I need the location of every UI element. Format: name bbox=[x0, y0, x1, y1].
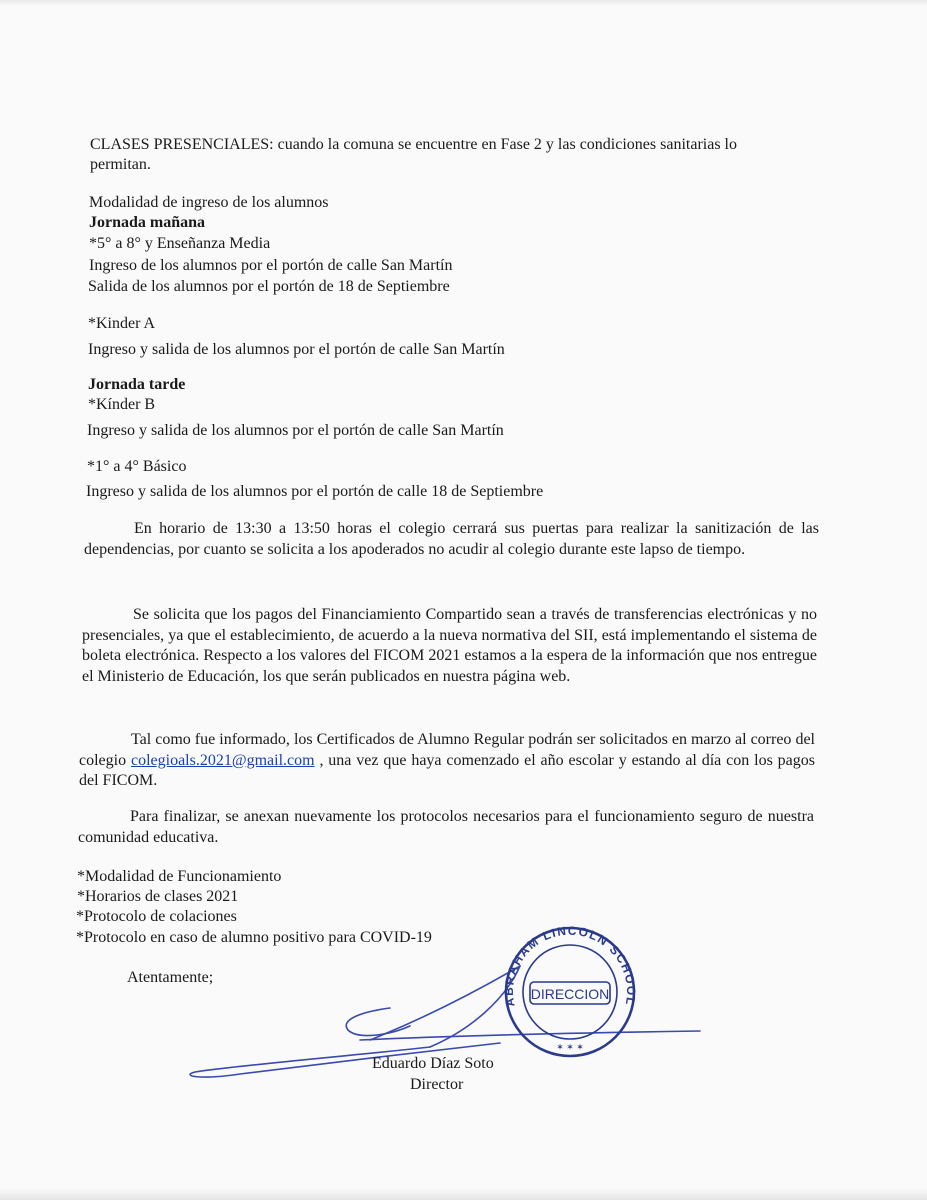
paragraph-payments: Se solicita que los pagos del Financiamiento Compartido sean a través de transferencias electrónicas y no presenciales, ya que el establecimiento, de acuerdo a la nueva normativa del SII, está implementando el sistema de boleta electrónica. Respecto a los valores del FICOM 2021 estamos a la espera de la información que nos entregue el Ministerio de Educación, los que serán publicados en nuestra página web. bbox=[82, 606, 817, 685]
morning-group-2: *Kinder A bbox=[88, 315, 156, 332]
intro-line-1: CLASES PRESENCIALES: cuando la comuna se encuentre en Fase 2 y las condiciones sanitarias lo bbox=[90, 136, 737, 153]
morning-heading: Jornada mañana bbox=[89, 214, 206, 231]
svg-text:DIRECCION: DIRECCION bbox=[530, 986, 610, 1002]
attachment-item: *Protocolo de colaciones bbox=[76, 908, 237, 925]
morning-group-1: *5° a 8° y Enseñanza Media bbox=[89, 235, 271, 252]
svg-text:ABRAHAM LINCOLN SCHOOL: ABRAHAM LINCOLN SCHOOL bbox=[501, 923, 639, 1008]
paragraph-final: Para finalizar, se anexan nuevamente los protocolos necesarios para el funcionamiento seguro de nuestra comunidad educativa. bbox=[78, 808, 814, 846]
certificates-text-end: , una vez que haya comenzado el año escolar y estando al día con los pagos del FICOM. bbox=[79, 751, 816, 789]
svg-text:✶ ✶ ✶: ✶ ✶ ✶ bbox=[556, 1042, 584, 1052]
scan-edge-bottom bbox=[0, 1188, 927, 1200]
paragraph-sanitization: En horario de 13:30 a 13:50 horas el colegio cerrará sus puertas para realizar la sanitización de las dependencias, por cuanto se solicita a los apoderados no acudir al colegio durante este lapso de tiempo. bbox=[84, 520, 819, 558]
afternoon-group-1: *Kínder B bbox=[88, 396, 156, 413]
afternoon-group-2-entry-exit: Ingreso y salida de los alumnos por el portón de calle 18 de Septiembre bbox=[86, 483, 544, 500]
certificates-text-start: Tal como fue informado, los Certificados de Alumno Regular podrán ser solicitados en marzo al correo del colegio bbox=[79, 731, 815, 769]
afternoon-group-1-entry-exit: Ingreso y salida de los alumnos por el portón de calle San Martín bbox=[87, 422, 504, 439]
intro-line-2: permitan. bbox=[90, 156, 151, 173]
attachment-item: *Modalidad de Funcionamiento bbox=[77, 868, 282, 885]
attachment-item: *Protocolo en caso de alumno positivo para COVID-19 bbox=[76, 929, 432, 946]
morning-group-2-entry-exit: Ingreso y salida de los alumnos por el portón de calle San Martín bbox=[88, 341, 505, 358]
morning-group-1-exit: Salida de los alumnos por el portón de 18 de Septiembre bbox=[88, 278, 450, 295]
afternoon-heading: Jornada tarde bbox=[88, 376, 186, 393]
afternoon-group-2: *1° a 4° Básico bbox=[87, 458, 187, 475]
closing-salutation: Atentamente; bbox=[127, 969, 214, 986]
signer-name: Eduardo Díaz Soto bbox=[372, 1055, 494, 1072]
morning-group-1-entry: Ingreso de los alumnos por el portón de calle San Martín bbox=[89, 257, 453, 274]
modalidad-title: Modalidad de ingreso de los alumnos bbox=[89, 194, 329, 211]
school-stamp-icon bbox=[502, 924, 638, 1056]
signer-title: Director bbox=[410, 1076, 464, 1093]
attachment-item: *Horarios de clases 2021 bbox=[77, 888, 239, 905]
school-email-link[interactable]: colegioals.2021@gmail.com bbox=[130, 751, 315, 769]
